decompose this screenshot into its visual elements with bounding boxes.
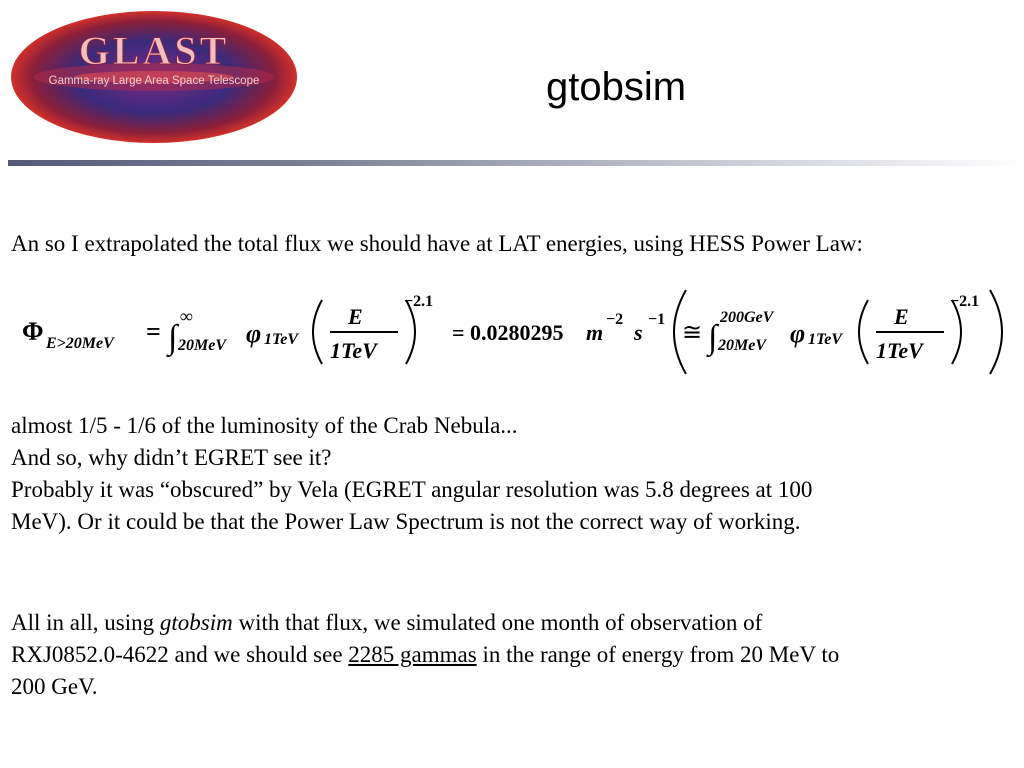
paren-big-right	[990, 290, 1002, 374]
paren-left-1	[313, 300, 322, 364]
conclusion-line-2-a: RXJ0852.0-4622 and we should see	[11, 642, 349, 667]
conclusion-line-2	[11, 639, 839, 671]
formula-equals: =	[146, 317, 161, 346]
discussion-line-3: Probably it was “obscured” by Vela (EGRET angular resolution was 5.8 degrees at 100	[11, 477, 813, 502]
glast-logo	[8, 8, 300, 146]
discussion-line-1: almost 1/5 - 1/6 of the luminosity of the Crab Nebula...	[11, 413, 518, 438]
integral-sign-1: ∫	[168, 319, 178, 356]
unit-m: m	[586, 320, 604, 345]
formula-phi-small-2-sub: 1TeV	[808, 331, 843, 348]
fraction-1-denominator: 1TeV	[330, 338, 377, 363]
exponent-1: −2.1	[404, 293, 434, 310]
tool-name-emphasis: gtobsim	[159, 610, 233, 635]
formula-phi-small-sub: 1TeV	[264, 331, 299, 348]
formula-phi-small: φ	[246, 319, 262, 348]
approx-symbol: ≅	[682, 320, 703, 346]
paren-left-2	[859, 300, 868, 364]
conclusion-line-2-b: in the range of energy from 20 MeV to	[476, 642, 840, 667]
integral-2-upper: 200GeV	[720, 309, 774, 326]
intro-text: An so I extrapolated the total flux we should have at LAT energies, using HESS Power Law:	[11, 231, 863, 256]
discussion-line-4: MeV). Or it could be that the Power Law Spectrum is not the correct way of working.	[11, 509, 801, 534]
conclusion-paragraph	[11, 607, 839, 703]
unit-s: s	[634, 320, 643, 345]
flux-formula	[14, 282, 1014, 382]
conclusion-line-1	[11, 607, 839, 639]
unit-s-exponent: −1	[648, 311, 666, 328]
unit-m-exponent: −2	[606, 311, 624, 328]
integral-1-lower: 20MeV	[178, 337, 226, 354]
formula-phi: Φ	[22, 317, 44, 346]
fraction-2-numerator: E	[894, 304, 909, 329]
discussion-line-2: And so, why didn’t EGRET see it?	[11, 445, 332, 470]
integral-2-lower: 20MeV	[718, 337, 766, 354]
fraction-2-denominator: 1TeV	[876, 338, 923, 363]
integral-1-upper: ∞	[180, 306, 193, 326]
flux-value: = 0.0280295	[452, 320, 564, 345]
title-divider	[8, 160, 1024, 166]
conclusion-line-1-b: with that flux, we simulated one month of observation of	[232, 610, 763, 635]
formula-phi-subscript: E>20MeV	[46, 335, 114, 352]
discussion-paragraph	[11, 410, 812, 538]
logo-wordmark: GLAST	[78, 28, 230, 73]
logo-subtitle: Gamma-ray Large Area Space Telescope	[48, 75, 260, 87]
conclusion-line-3: 200 GeV.	[11, 674, 98, 699]
conclusion-line-1-a: All in all, using	[11, 610, 160, 635]
integral-sign-2: ∫	[708, 319, 718, 356]
gamma-count-underlined: 2285 gammas	[348, 642, 477, 667]
formula-phi-small-2: φ	[790, 319, 806, 348]
slide-title: gtobsim	[546, 65, 687, 109]
exponent-2: −2.1	[950, 293, 980, 310]
fraction-1-numerator: E	[348, 304, 363, 329]
